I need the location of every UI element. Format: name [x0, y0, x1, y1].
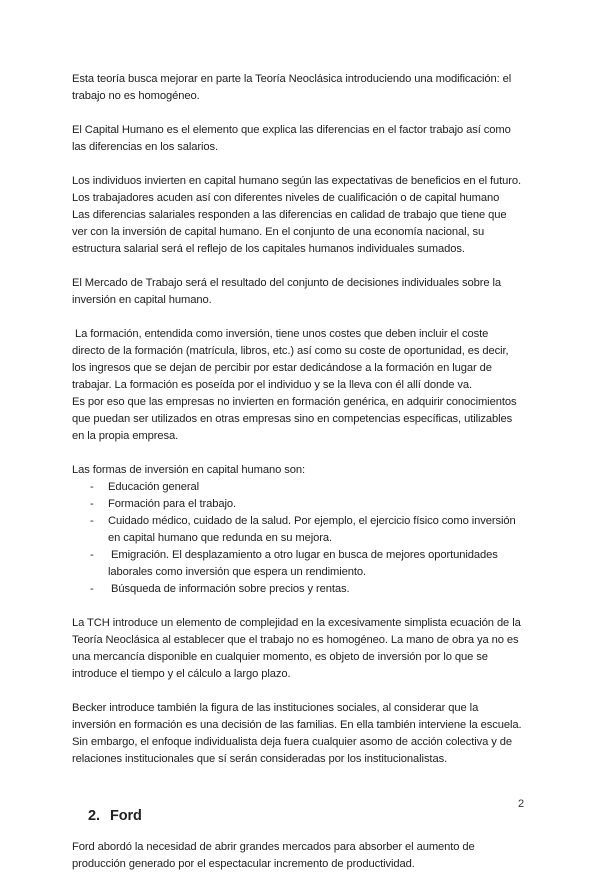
- dash-bullet: -: [90, 549, 94, 561]
- text-line: las diferencias en los salarios.: [72, 141, 219, 153]
- text-line: El Capital Humano es el elemento que explica las diferencias en el factor trabajo así como: [72, 124, 511, 136]
- dash-bullet: -: [90, 481, 94, 493]
- text-line: trabajar. La formación es poseída por el individuo y se la lleva con él allí donde va.: [72, 379, 472, 391]
- text-line: Sin embargo, el enfoque individualista deja fuera cualquier asomo de acción colectiva y de: [72, 736, 513, 748]
- paragraph-tch: [72, 615, 534, 683]
- text-line: Formación para el trabajo.: [108, 498, 236, 510]
- text-line: Búsqueda de información sobre precios y rentas.: [108, 583, 350, 595]
- text-line: en la propia empresa.: [72, 430, 179, 442]
- text-line: Educación general: [108, 481, 199, 493]
- paragraph-intro: [72, 71, 534, 105]
- section-heading-ford: [88, 806, 534, 826]
- text-line: Las formas de inversión en capital humano son:: [72, 464, 305, 476]
- list-item: [90, 547, 534, 581]
- investment-forms-list: [72, 479, 534, 598]
- text-line: Las diferencias salariales responden a las diferencias en calidad de trabajo que tiene que: [72, 209, 507, 221]
- text-line: Esta teoría busca mejorar en parte la Teoría Neoclásica introduciendo una modificación: el: [72, 73, 512, 85]
- paragraph-individuos: [72, 173, 534, 258]
- text-line: Ford abordó la necesidad de abrir grandes mercados para absorber el aumento de: [72, 841, 475, 853]
- text-line: estructura salarial será el reflejo de los capitales humanos individuales sumados.: [72, 243, 465, 255]
- text-line: Los trabajadores acuden así con diferentes niveles de cualificación o de capital humano: [72, 192, 500, 204]
- text-line: inversión en capital humano.: [72, 294, 212, 306]
- section-title: Ford: [110, 808, 142, 824]
- text-line: producción generado por el espectacular incremento de productividad.: [72, 858, 415, 870]
- text-line: La formación, entendida como inversión, tiene unos costes que deben incluir el coste: [72, 328, 489, 340]
- text-line: Becker introduce también la figura de las instituciones sociales, al considerar que la: [72, 702, 479, 714]
- page-content: [72, 71, 534, 890]
- dash-bullet: -: [90, 515, 94, 527]
- text-line: La TCH introduce un elemento de complejidad en la excesivamente simplista ecuación de la: [72, 617, 521, 629]
- text-line: los ingresos que se dejan de percibir por estar dedicándose a la formación en lugar de: [72, 362, 492, 374]
- paragraph-mercado-trabajo: [72, 275, 534, 309]
- list-item: [90, 513, 534, 547]
- text-line: en capital humano que redunda en su mejora.: [108, 532, 332, 544]
- text-line: Es por eso que las empresas no invierten en formación genérica, en adquirir conocimientos: [72, 396, 517, 408]
- list-item: [90, 496, 534, 513]
- text-line: que puedan ser utilizados en otras empresas sino en competencias específicas, utilizables: [72, 413, 513, 425]
- section-number: 2.: [88, 808, 100, 824]
- text-line: Teoría Neoclásica al establecer que el trabajo no es homogéneo. La mano de obra ya no es: [72, 634, 519, 646]
- text-line: El Mercado de Trabajo será el resultado del conjunto de decisiones individuales sobre la: [72, 277, 502, 289]
- paragraph-formacion: [72, 326, 534, 445]
- page-number: 2: [518, 798, 525, 810]
- paragraph-ford: [72, 839, 534, 873]
- dash-bullet: -: [90, 498, 94, 510]
- list-item: [90, 479, 534, 496]
- text-line: relaciones institucionales que sí serán consideradas por los institucionalistas.: [72, 753, 448, 765]
- paragraph-becker: [72, 700, 534, 768]
- list-item: [90, 581, 534, 598]
- text-line: trabajo no es homogéneo.: [72, 90, 200, 102]
- text-line: Emigración. El desplazamiento a otro lugar en busca de mejores oportunidades: [108, 549, 498, 561]
- text-line: introduce el tiempo y el cálculo a largo plazo.: [72, 668, 291, 680]
- paragraph-capital-humano: [72, 122, 534, 156]
- text-line: Los individuos invierten en capital humano según las expectativas de beneficios en el futuro.: [72, 175, 522, 187]
- text-line: directo de la formación (matrícula, libros, etc.) así como su coste de oportunidad, es decir,: [72, 345, 509, 357]
- paragraph-formas-inversion: [72, 462, 534, 598]
- text-line: Cuidado médico, cuidado de la salud. Por ejemplo, el ejercicio físico como inversión: [108, 515, 516, 527]
- text-line: una mercancía disponible en cualquier momento, es objeto de inversión por lo que se: [72, 651, 488, 663]
- text-line: inversión en formación es una decisión de las familias. En ella también interviene la escuela.: [72, 719, 522, 731]
- dash-bullet: -: [90, 583, 94, 595]
- text-line: ver con la inversión de capital humano. En el conjunto de una economía nacional, su: [72, 226, 485, 238]
- text-line: laborales como inversión que espera un rendimiento.: [108, 566, 366, 578]
